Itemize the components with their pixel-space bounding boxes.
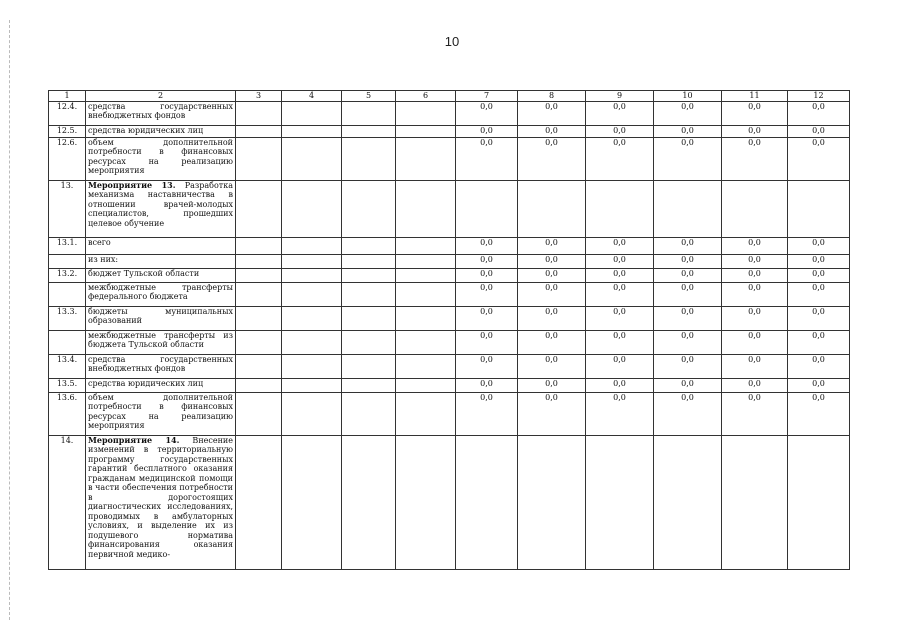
empty-cell (396, 101, 456, 125)
value-cell: 0,0 (654, 268, 722, 282)
value-cell (722, 180, 788, 237)
empty-cell (342, 101, 396, 125)
row-description-cell (86, 268, 236, 282)
empty-cell (396, 435, 456, 569)
value-cell (518, 435, 586, 569)
empty-cell (236, 125, 282, 137)
value-cell: 0,0 (586, 101, 654, 125)
empty-cell (396, 354, 456, 378)
table-row (49, 435, 850, 569)
row-number-cell: 13.5. (49, 378, 86, 392)
value-cell (654, 180, 722, 237)
column-header: 7 (456, 91, 518, 102)
row-description-text: из них: (88, 254, 119, 264)
value-cell: 0,0 (788, 378, 850, 392)
row-description-text: объем дополнительной потребности в финансовых ресурсах на реализацию мероприятия (88, 137, 233, 175)
value-cell (518, 180, 586, 237)
empty-cell (282, 137, 342, 180)
table-row (49, 392, 850, 435)
empty-cell (236, 237, 282, 254)
column-header: 9 (586, 91, 654, 102)
empty-cell (236, 282, 282, 306)
value-cell: 0,0 (518, 137, 586, 180)
column-header: 5 (342, 91, 396, 102)
column-header: 4 (282, 91, 342, 102)
row-description-text: бюджет Тульской области (88, 268, 200, 278)
value-cell: 0,0 (586, 378, 654, 392)
row-description-cell (86, 354, 236, 378)
empty-cell (282, 237, 342, 254)
value-cell: 0,0 (788, 237, 850, 254)
page-number: 10 (444, 34, 460, 49)
row-description-cell (86, 378, 236, 392)
empty-cell (342, 354, 396, 378)
row-description-text: средства государственных внебюджетных фондов (88, 101, 233, 120)
row-description-cell (86, 125, 236, 137)
empty-cell (282, 306, 342, 330)
empty-cell (396, 392, 456, 435)
value-cell: 0,0 (788, 392, 850, 435)
value-cell: 0,0 (654, 237, 722, 254)
empty-cell (236, 137, 282, 180)
value-cell: 0,0 (654, 254, 722, 268)
row-description-cell (86, 330, 236, 354)
table-row (49, 180, 850, 237)
value-cell: 0,0 (722, 354, 788, 378)
empty-cell (236, 435, 282, 569)
empty-cell (342, 330, 396, 354)
value-cell (788, 180, 850, 237)
row-description-cell (86, 392, 236, 435)
value-cell: 0,0 (518, 282, 586, 306)
value-cell: 0,0 (456, 378, 518, 392)
value-cell: 0,0 (518, 330, 586, 354)
value-cell: 0,0 (654, 330, 722, 354)
value-cell: 0,0 (456, 137, 518, 180)
value-cell: 0,0 (788, 354, 850, 378)
value-cell: 0,0 (456, 282, 518, 306)
column-header: 6 (396, 91, 456, 102)
value-cell: 0,0 (654, 378, 722, 392)
table-row (49, 237, 850, 254)
value-cell: 0,0 (456, 354, 518, 378)
value-cell: 0,0 (654, 306, 722, 330)
value-cell: 0,0 (788, 268, 850, 282)
empty-cell (236, 306, 282, 330)
value-cell: 0,0 (788, 282, 850, 306)
table-row (49, 268, 850, 282)
value-cell: 0,0 (788, 254, 850, 268)
value-cell: 0,0 (654, 282, 722, 306)
table-row (49, 330, 850, 354)
value-cell: 0,0 (456, 268, 518, 282)
row-number-cell: 13.1. (49, 237, 86, 254)
row-description-cell (86, 180, 236, 237)
measure-title: Мероприятие 14. (88, 435, 180, 445)
value-cell: 0,0 (518, 101, 586, 125)
value-cell: 0,0 (586, 268, 654, 282)
empty-cell (236, 180, 282, 237)
empty-cell (342, 306, 396, 330)
value-cell: 0,0 (722, 137, 788, 180)
value-cell: 0,0 (586, 306, 654, 330)
value-cell: 0,0 (722, 378, 788, 392)
empty-cell (236, 101, 282, 125)
row-number-cell: 12.5. (49, 125, 86, 137)
value-cell: 0,0 (788, 137, 850, 180)
row-description-text: бюджеты муниципальных образований (88, 306, 233, 325)
row-number-cell: 13.4. (49, 354, 86, 378)
empty-cell (396, 378, 456, 392)
value-cell: 0,0 (518, 306, 586, 330)
value-cell: 0,0 (654, 354, 722, 378)
empty-cell (282, 254, 342, 268)
empty-cell (396, 137, 456, 180)
value-cell: 0,0 (586, 392, 654, 435)
table-header-row (49, 91, 850, 102)
empty-cell (282, 125, 342, 137)
value-cell: 0,0 (518, 237, 586, 254)
value-cell (788, 435, 850, 569)
value-cell: 0,0 (654, 101, 722, 125)
row-description-cell (86, 101, 236, 125)
value-cell: 0,0 (654, 137, 722, 180)
table-row (49, 378, 850, 392)
row-description-text: Внесение изменений в территориальную программу государственных гарантий бесплатного оказания гражданам медицинской помощи в части обеспечения потребности в дорогостоящих диагностических исследованиях, проводимых в амбулаторных условиях, и выделение их из подушевого норматива финансирования оказания первичной медико- (88, 435, 233, 559)
empty-cell (342, 268, 396, 282)
column-header: 12 (788, 91, 850, 102)
measure-title: Мероприятие 13. (88, 180, 176, 190)
value-cell (456, 435, 518, 569)
empty-cell (282, 180, 342, 237)
empty-cell (342, 435, 396, 569)
binding-margin-marks (9, 20, 11, 620)
value-cell: 0,0 (722, 306, 788, 330)
row-description-text: средства государственных внебюджетных фондов (88, 354, 233, 373)
value-cell: 0,0 (788, 330, 850, 354)
table-row (49, 282, 850, 306)
value-cell: 0,0 (456, 392, 518, 435)
value-cell: 0,0 (586, 237, 654, 254)
value-cell: 0,0 (722, 282, 788, 306)
empty-cell (282, 282, 342, 306)
empty-cell (342, 137, 396, 180)
row-description-text: всего (88, 237, 111, 247)
value-cell (722, 435, 788, 569)
table-row (49, 137, 850, 180)
empty-cell (282, 378, 342, 392)
column-header: 2 (86, 91, 236, 102)
row-description-cell (86, 237, 236, 254)
row-number-cell (49, 330, 86, 354)
empty-cell (342, 125, 396, 137)
empty-cell (342, 392, 396, 435)
row-number-cell (49, 254, 86, 268)
row-number-cell: 13. (49, 180, 86, 237)
column-header: 8 (518, 91, 586, 102)
empty-cell (396, 282, 456, 306)
table-row (49, 125, 850, 137)
value-cell: 0,0 (456, 237, 518, 254)
value-cell: 0,0 (518, 268, 586, 282)
row-description-cell (86, 435, 236, 569)
value-cell: 0,0 (722, 125, 788, 137)
row-description-cell (86, 306, 236, 330)
column-header: 3 (236, 91, 282, 102)
value-cell: 0,0 (586, 354, 654, 378)
budget-table (48, 90, 850, 570)
row-number-cell: 13.6. (49, 392, 86, 435)
row-number-cell: 13.2. (49, 268, 86, 282)
empty-cell (342, 378, 396, 392)
value-cell: 0,0 (586, 330, 654, 354)
value-cell: 0,0 (518, 378, 586, 392)
value-cell: 0,0 (456, 254, 518, 268)
empty-cell (342, 180, 396, 237)
empty-cell (342, 237, 396, 254)
row-number-cell: 12.4. (49, 101, 86, 125)
row-number-cell: 13.3. (49, 306, 86, 330)
row-description-text: Разработка механизма наставничества в отношении врачей-молодых специалистов, прошедших целевое обучение (88, 180, 233, 228)
empty-cell (396, 180, 456, 237)
empty-cell (342, 254, 396, 268)
empty-cell (396, 330, 456, 354)
value-cell: 0,0 (456, 306, 518, 330)
empty-cell (282, 268, 342, 282)
value-cell: 0,0 (722, 392, 788, 435)
empty-cell (236, 378, 282, 392)
empty-cell (342, 282, 396, 306)
empty-cell (396, 306, 456, 330)
row-number-cell: 12.6. (49, 137, 86, 180)
row-description-text: межбюджетные трансферты из бюджета Тульской области (88, 330, 233, 349)
empty-cell (236, 330, 282, 354)
column-header: 11 (722, 91, 788, 102)
value-cell: 0,0 (654, 125, 722, 137)
value-cell (654, 435, 722, 569)
value-cell: 0,0 (788, 101, 850, 125)
value-cell: 0,0 (456, 101, 518, 125)
value-cell: 0,0 (722, 254, 788, 268)
value-cell (586, 435, 654, 569)
empty-cell (396, 268, 456, 282)
value-cell: 0,0 (518, 354, 586, 378)
value-cell: 0,0 (456, 125, 518, 137)
row-description-text: объем дополнительной потребности в финансовых ресурсах на реализацию мероприятия (88, 392, 233, 430)
value-cell: 0,0 (518, 125, 586, 137)
value-cell: 0,0 (722, 330, 788, 354)
empty-cell (396, 125, 456, 137)
table-row (49, 306, 850, 330)
value-cell: 0,0 (722, 101, 788, 125)
value-cell (586, 180, 654, 237)
value-cell: 0,0 (586, 125, 654, 137)
empty-cell (236, 354, 282, 378)
empty-cell (282, 392, 342, 435)
value-cell: 0,0 (456, 330, 518, 354)
value-cell: 0,0 (518, 392, 586, 435)
value-cell: 0,0 (518, 254, 586, 268)
empty-cell (236, 268, 282, 282)
table-row (49, 354, 850, 378)
value-cell: 0,0 (722, 237, 788, 254)
row-description-cell (86, 282, 236, 306)
table-row (49, 101, 850, 125)
column-header: 1 (49, 91, 86, 102)
empty-cell (236, 392, 282, 435)
row-number-cell (49, 282, 86, 306)
column-header: 10 (654, 91, 722, 102)
value-cell: 0,0 (654, 392, 722, 435)
row-description-text: межбюджетные трансферты федерального бюджета (88, 282, 233, 301)
empty-cell (396, 237, 456, 254)
empty-cell (282, 330, 342, 354)
value-cell: 0,0 (586, 137, 654, 180)
table-row (49, 254, 850, 268)
row-description-text: средства юридических лиц (88, 378, 204, 388)
row-description-cell (86, 254, 236, 268)
empty-cell (396, 254, 456, 268)
value-cell: 0,0 (586, 254, 654, 268)
empty-cell (236, 254, 282, 268)
value-cell: 0,0 (788, 125, 850, 137)
row-description-text: средства юридических лиц (88, 125, 204, 135)
value-cell: 0,0 (586, 282, 654, 306)
value-cell (456, 180, 518, 237)
row-number-cell: 14. (49, 435, 86, 569)
row-description-cell (86, 137, 236, 180)
value-cell: 0,0 (788, 306, 850, 330)
empty-cell (282, 101, 342, 125)
value-cell: 0,0 (722, 268, 788, 282)
empty-cell (282, 435, 342, 569)
empty-cell (282, 354, 342, 378)
